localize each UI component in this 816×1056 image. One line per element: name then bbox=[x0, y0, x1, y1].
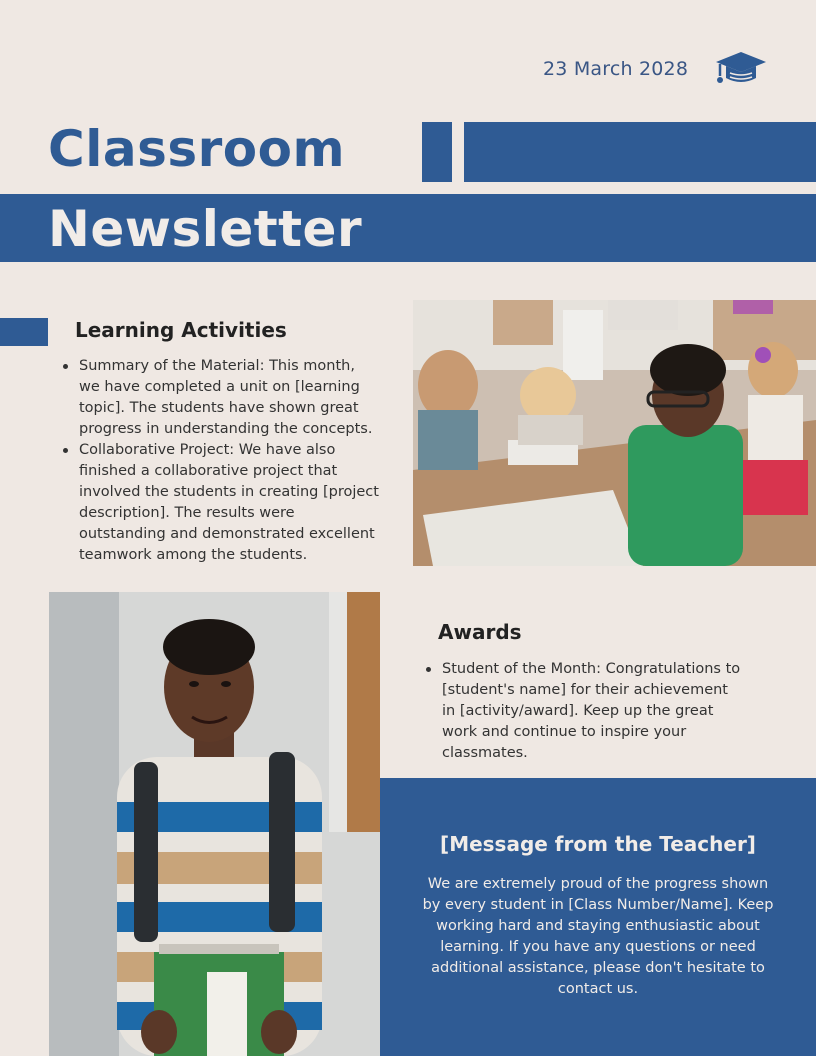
graduation-cap-icon bbox=[712, 46, 770, 92]
student-portrait-photo bbox=[49, 592, 380, 1056]
awards-heading: Awards bbox=[438, 620, 522, 644]
decorative-block-long bbox=[464, 122, 816, 182]
title-line-2: Newsletter bbox=[48, 200, 363, 258]
list-item: Summary of the Material: This month, we have completed a unit on [learning topic]. The students have shown great progress in understanding the concepts. bbox=[61, 356, 379, 440]
title-line-1: Classroom bbox=[48, 120, 346, 178]
learning-activities-list bbox=[61, 356, 379, 566]
list-item: Student of the Month: Congratulations to [student's name] for their achievement in [activity/award]. Keep up the great work and continue to inspire your classmates. bbox=[424, 659, 744, 764]
classroom-photo bbox=[413, 300, 816, 566]
newsletter-date: 23 March 2028 bbox=[543, 58, 689, 80]
teacher-message-heading: [Message from the Teacher] bbox=[440, 832, 756, 856]
list-item: Collaborative Project: We have also finished a collaborative project that involved the students in creating [project description]. The results were outstanding and demonstrated excellent teamwork among the students. bbox=[61, 440, 379, 566]
decorative-block-small bbox=[422, 122, 452, 182]
learning-activities-heading: Learning Activities bbox=[75, 318, 287, 342]
teacher-message-body: We are extremely proud of the progress shown by every student in [Class Number/Name]. Keep working hard and staying enthusiastic about learning. If you have any questions or need additional assistance, please don't hesitate to contact us. bbox=[422, 876, 774, 997]
awards-list bbox=[424, 659, 744, 764]
section-tab-marker bbox=[0, 318, 48, 346]
